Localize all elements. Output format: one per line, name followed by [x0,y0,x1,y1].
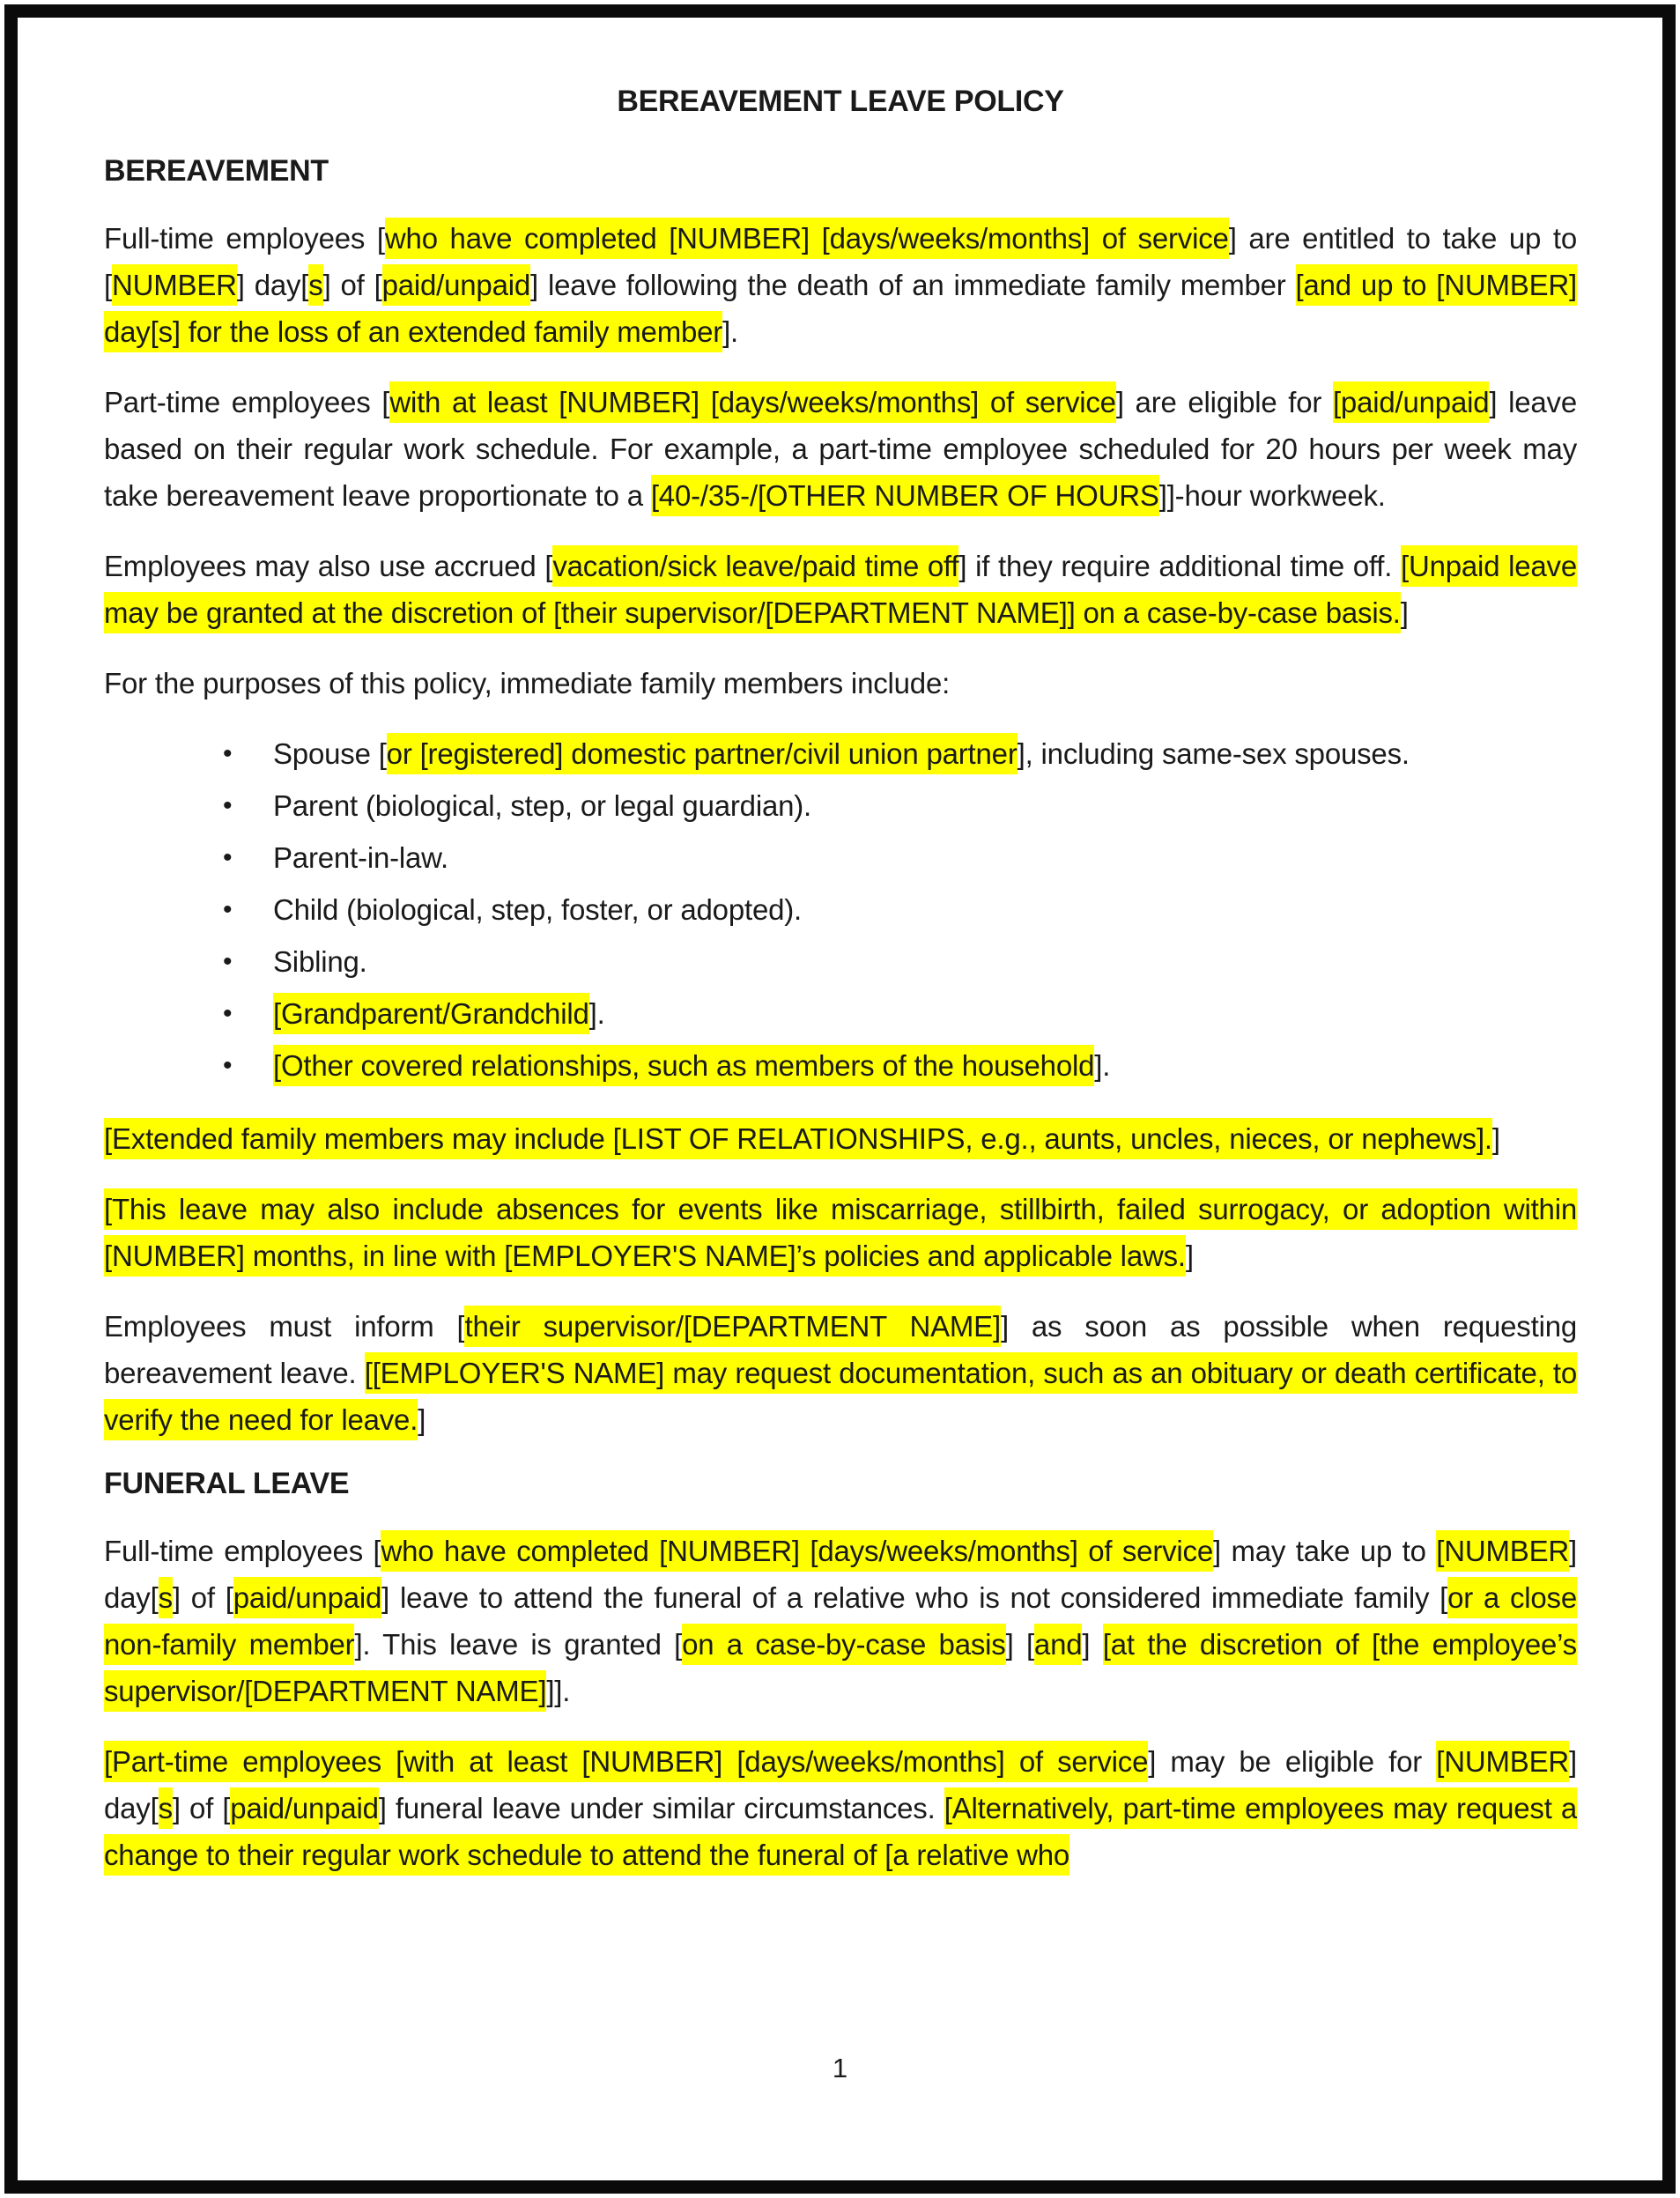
list-item [104,730,1577,777]
paragraph [104,1738,1577,1878]
highlighted-text: [Part-time employees [with at least [NUMBER] [days/weeks/months] of service [104,1741,1148,1782]
bullet-icon: • [223,999,233,1028]
highlighted-text: [Grandparent/Grandchild [273,993,589,1034]
text-run: ]. [588,997,605,1030]
bullet-icon: • [223,843,233,872]
highlighted-text: [paid/unpaid [1333,381,1489,423]
highlighted-text: [Extended family members may include [LIST OF RELATIONSHIPS, e.g., aunts, uncles, nieces, or nephews]. [104,1118,1492,1159]
highlighted-text: with at least [NUMBER] [days/weeks/months] of service [389,381,1116,423]
text-run: ]]-hour workweek. [1158,479,1386,512]
text-run: ] are entitled to take up to [ [104,222,1577,301]
text-run: ] of [ [322,269,382,301]
paragraph [104,543,1577,636]
list-item [104,782,1577,829]
highlighted-text: paid/unpaid [230,1787,378,1829]
highlighted-text: [Unpaid leave may be granted at the discretion of [their supervisor/[DEPARTMENT NAME]] on a case-by-case basis. [104,545,1577,633]
highlighted-text: and [1034,1624,1082,1665]
text-run: ]]. [546,1675,571,1707]
text-run: Parent-in-law. [273,841,448,874]
highlighted-text: [Other covered relationships, such as members of the household [273,1045,1094,1086]
bullet-icon: • [223,947,233,976]
text-run: ] day[ [104,1745,1577,1824]
highlighted-text: paid/unpaid [382,264,530,306]
text-run: ] [1400,596,1409,629]
text-run: ], including same-sex spouses. [1017,737,1410,770]
text-run: ] as soon as possible when requesting bereavement leave. [104,1310,1578,1389]
document-title: BEREAVEMENT LEAVE POLICY [617,85,1064,118]
paragraph [104,1115,1577,1162]
highlighted-text: s [308,264,322,306]
text-run: Full-time employees [ [104,1535,381,1567]
highlighted-text: vacation/sick leave/paid time off [552,545,958,587]
text-run: Full-time employees [ [104,222,385,255]
highlighted-text: s [159,1577,173,1618]
list-item [104,938,1577,985]
highlighted-text: who have completed [NUMBER] [days/weeks/months] of service [385,218,1229,259]
highlighted-text: paid/unpaid [233,1577,381,1618]
bullet-icon: • [223,791,233,820]
paragraph [104,1528,1577,1714]
text-run: ]. [722,315,739,348]
bullet-icon: • [223,1051,233,1080]
text-run: Employees must inform [ [104,1310,465,1343]
highlighted-text: or a close non-family member [104,1577,1577,1665]
text-run: For the purposes of this policy, immediate family members include: [104,667,951,699]
highlighted-text: who have completed [NUMBER] [days/weeks/months] of service [381,1530,1213,1572]
list-item-text [273,834,1577,881]
text-run: ] of [ [172,1792,231,1824]
text-run: Sibling. [273,945,367,978]
highlighted-text: [NUMBER [1436,1530,1569,1572]
bullet-icon: • [223,739,233,768]
list-item-text [273,886,1577,933]
text-run: Employees may also use accrued [ [104,550,553,582]
text-run: ] [1082,1628,1103,1661]
text-run: ] [ [1005,1628,1034,1661]
highlighted-text: or [registered] domestic partner/civil union partner [387,733,1018,774]
highlighted-text: [NUMBER [1436,1741,1569,1782]
document-body [104,154,1577,1878]
paragraph [104,379,1577,519]
highlighted-text: [and up to [NUMBER] day[s] for the loss of an extended family member [104,264,1577,352]
list-item-text [273,730,1577,777]
list-item-text [273,1042,1577,1089]
section-heading: FUNERAL LEAVE [104,1467,350,1500]
text-run: ] leave to attend the funeral of a relative who is not considered immediate family [ [381,1581,1448,1614]
highlighted-text: [at the discretion of [the employee’s supervisor/[DEPARTMENT NAME] [104,1624,1577,1712]
list-item-text [273,938,1577,985]
text-run: ] day[ [104,1535,1577,1614]
text-run: ] may take up to [1213,1535,1437,1567]
highlighted-text: their supervisor/[DEPARTMENT NAME] [464,1306,1000,1347]
paragraph [104,1303,1577,1443]
text-run: ] [1491,1122,1500,1155]
highlighted-text: s [159,1787,173,1829]
text-run: ] day[ [236,269,309,301]
text-run: ]. This leave is granted [ [354,1628,683,1661]
text-run: ] if they require additional time off. [958,550,1401,582]
list-item-text [273,990,1577,1037]
text-run: Parent (biological, step, or legal guardian). [273,789,812,822]
highlighted-text: [[EMPLOYER'S NAME] may request documentation, such as an obituary or death certificate, to verify the need for leave. [104,1352,1577,1440]
highlighted-text: [Alternatively, part-time employees may request a change to their regular work schedule to attend the funeral of [a relative who [104,1787,1577,1876]
section-heading: BEREAVEMENT [104,154,329,188]
text-run: Child (biological, step, foster, or adopted). [273,893,803,926]
text-run: ] may be eligible for [1148,1745,1437,1778]
text-run: Part-time employees [ [104,386,390,418]
highlighted-text: [40-/35-/[OTHER NUMBER OF HOURS [651,475,1159,516]
page-number: 1 [832,2053,848,2083]
highlighted-text: on a case-by-case basis [682,1624,1006,1665]
text-run: Spouse [ [273,737,387,770]
text-run: ] [1185,1240,1194,1272]
bullet-list [104,730,1577,1089]
list-item [104,834,1577,881]
list-item-text [273,782,1577,829]
list-item [104,1042,1577,1089]
text-run: ] [418,1403,426,1436]
paragraph [104,215,1577,355]
highlighted-text: [This leave may also include absences for events like miscarriage, stillbirth, failed surrogacy, or adoption within [NUMBER] months, in line with [EMPLOYER'S NAME]’s policies and applicable laws. [104,1188,1577,1277]
highlighted-text: NUMBER [112,264,237,306]
paragraph [104,660,1577,707]
text-run: ] leave following the death of an immediate family member [530,269,1296,301]
text-run: ] leave based on their regular work schedule. For example, a part-time employee scheduled for 20 hours per week may take bereavement leave proportionate to a [104,386,1577,512]
text-run: ] are eligible for [1115,386,1333,418]
paragraph [104,1186,1577,1279]
text-run: ] funeral leave under similar circumstances. [378,1792,944,1824]
list-item [104,990,1577,1037]
text-run: ] of [ [172,1581,233,1614]
text-run: ]. [1094,1049,1111,1082]
bullet-icon: • [223,895,233,924]
list-item [104,886,1577,933]
document-content [104,85,1577,1902]
